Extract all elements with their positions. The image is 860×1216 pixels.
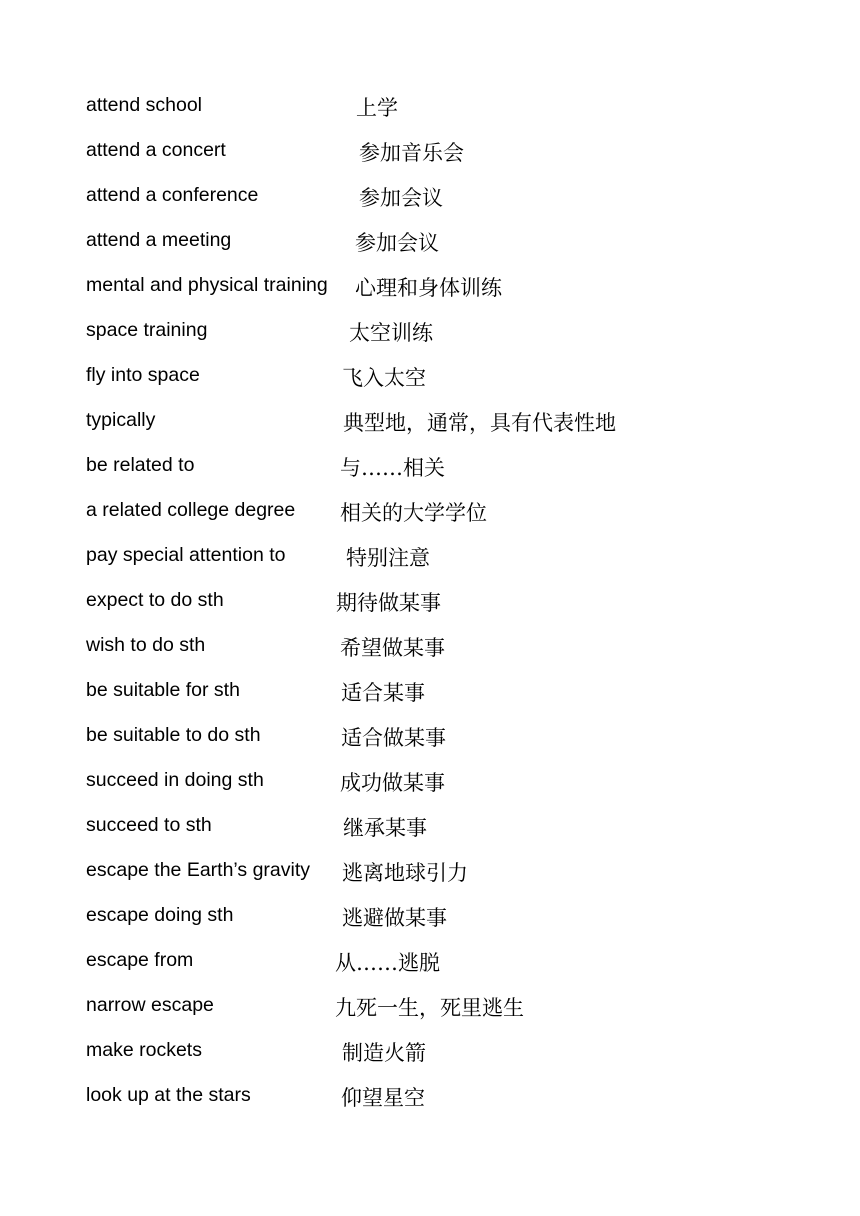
english-phrase: expect to do sth xyxy=(86,589,224,611)
chinese-translation: 相关的大学学位 xyxy=(340,501,487,525)
vocab-row xyxy=(86,1037,786,1082)
english-phrase: be suitable to do sth xyxy=(86,724,261,746)
vocab-row xyxy=(86,182,786,227)
vocab-row xyxy=(86,362,786,407)
chinese-translation: 成功做某事 xyxy=(340,771,445,795)
vocab-row xyxy=(86,767,786,812)
vocab-row xyxy=(86,722,786,767)
english-phrase: make rockets xyxy=(86,1039,202,1061)
english-phrase: typically xyxy=(86,409,156,431)
english-phrase: succeed in doing sth xyxy=(86,769,264,791)
vocab-row xyxy=(86,902,786,947)
chinese-translation: 逃离地球引力 xyxy=(342,861,468,885)
vocab-row xyxy=(86,857,786,902)
chinese-translation: 参加音乐会 xyxy=(359,141,464,165)
chinese-translation: 制造火箭 xyxy=(342,1041,426,1065)
vocab-row xyxy=(86,992,786,1037)
english-phrase: escape doing sth xyxy=(86,904,234,926)
english-phrase: wish to do sth xyxy=(86,634,206,656)
vocab-row xyxy=(86,272,786,317)
vocab-row xyxy=(86,812,786,857)
english-phrase: be related to xyxy=(86,454,195,476)
chinese-translation: 参加会议 xyxy=(355,231,439,255)
english-phrase: fly into space xyxy=(86,364,200,386)
vocab-row xyxy=(86,632,786,677)
vocab-row xyxy=(86,542,786,587)
english-phrase: attend a meeting xyxy=(86,229,232,251)
english-phrase: mental and physical training xyxy=(86,274,328,296)
chinese-translation: 从……逃脱 xyxy=(335,951,440,975)
english-phrase: escape from xyxy=(86,949,194,971)
vocab-row xyxy=(86,227,786,272)
vocab-row xyxy=(86,92,786,137)
english-phrase: escape the Earth’s gravity xyxy=(86,859,311,881)
chinese-translation: 心理和身体训练 xyxy=(355,276,502,300)
chinese-translation: 适合某事 xyxy=(341,681,425,705)
chinese-translation: 特别注意 xyxy=(346,546,430,570)
chinese-translation: 逃避做某事 xyxy=(342,906,447,930)
chinese-translation: 九死一生，死里逃生 xyxy=(335,996,524,1020)
english-phrase: space training xyxy=(86,319,208,341)
vocab-row xyxy=(86,677,786,722)
chinese-translation: 期待做某事 xyxy=(336,591,441,615)
chinese-translation: 仰望星空 xyxy=(341,1086,425,1110)
chinese-translation: 飞入太空 xyxy=(342,366,426,390)
vocab-row xyxy=(86,587,786,632)
vocabulary-list xyxy=(86,92,786,1127)
chinese-translation: 典型地，通常，具有代表性地 xyxy=(343,411,616,435)
english-phrase: narrow escape xyxy=(86,994,214,1016)
english-phrase: pay special attention to xyxy=(86,544,286,566)
english-phrase: a related college degree xyxy=(86,499,296,521)
vocab-row xyxy=(86,317,786,362)
vocab-row xyxy=(86,947,786,992)
english-phrase: succeed to sth xyxy=(86,814,212,836)
vocab-row xyxy=(86,407,786,452)
chinese-translation: 希望做某事 xyxy=(340,636,445,660)
vocab-row xyxy=(86,452,786,497)
chinese-translation: 与……相关 xyxy=(340,456,445,480)
english-phrase: be suitable for sth xyxy=(86,679,240,701)
english-phrase: attend a concert xyxy=(86,139,226,161)
vocab-row xyxy=(86,1082,786,1127)
english-phrase: attend a conference xyxy=(86,184,259,206)
english-phrase: attend school xyxy=(86,94,203,116)
chinese-translation: 参加会议 xyxy=(359,186,443,210)
vocab-row xyxy=(86,497,786,542)
chinese-translation: 太空训练 xyxy=(349,321,433,345)
vocab-row xyxy=(86,137,786,182)
english-phrase: look up at the stars xyxy=(86,1084,251,1106)
chinese-translation: 上学 xyxy=(356,96,398,120)
chinese-translation: 适合做某事 xyxy=(341,726,446,750)
chinese-translation: 继承某事 xyxy=(343,816,427,840)
